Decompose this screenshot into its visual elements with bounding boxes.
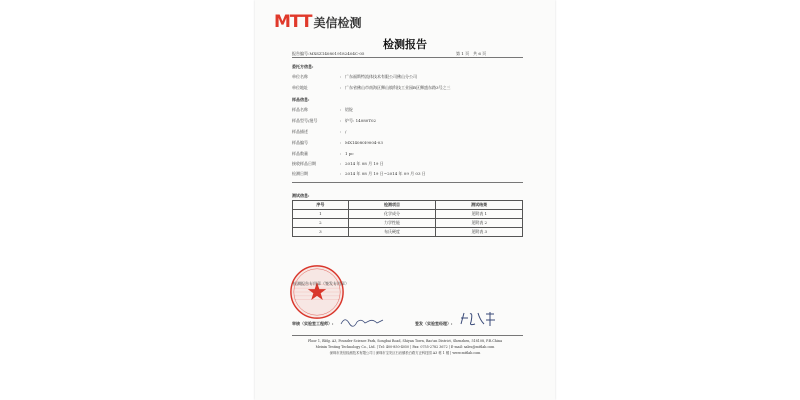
report-number bbox=[292, 51, 364, 56]
field-colon: : bbox=[340, 151, 342, 156]
field-value: 2014 年 08 月 19 日~2014 年 09 月 03 日 bbox=[345, 171, 426, 176]
reviewer-signature bbox=[339, 314, 385, 328]
sample-divider bbox=[292, 182, 523, 183]
field-value: 炉号: 14080T02 bbox=[345, 118, 377, 123]
field-label: 样品描述 bbox=[292, 129, 308, 134]
test-heading: 测试信息: bbox=[292, 193, 310, 198]
field-label: 检测日期 bbox=[292, 171, 308, 176]
field-colon: : bbox=[340, 129, 342, 134]
table-cell: 3 bbox=[293, 228, 349, 237]
field-colon: : bbox=[340, 85, 342, 90]
column-header: 检测项目 bbox=[348, 201, 436, 210]
test-table bbox=[292, 200, 523, 237]
approver-signature bbox=[458, 310, 498, 328]
table-header-row bbox=[293, 201, 523, 210]
field-label: 样品数量 bbox=[292, 151, 308, 156]
report-title: 检测报告 bbox=[383, 38, 427, 51]
report-page bbox=[255, 0, 555, 400]
footer-address-en: Floor 1, Bldg. A3, Founder Science Park, Songbai Road, Shiyan Town, Bao'an District, Shenzhen, 518108, P.R.China bbox=[307, 339, 503, 343]
stamp-note: 检测报告专用章（签发专用章） bbox=[293, 281, 349, 286]
table-cell: 化学成分 bbox=[348, 210, 436, 219]
report-number-value: MXSZ1408019182404C-05 bbox=[309, 51, 365, 56]
approver-label: 签发（实验室经理）: bbox=[415, 321, 453, 326]
field-label: 单位名称 bbox=[292, 74, 308, 79]
page-info: 第 1 页 共 6 页 bbox=[456, 51, 487, 56]
table-cell: 力学性能 bbox=[348, 219, 436, 228]
field-colon: : bbox=[340, 118, 342, 123]
report-number-label: 报告编号: bbox=[292, 51, 310, 56]
footer-contact: Meixin Testing Technology Co., Ltd. | Tel: 400-850-4050 | Fax: 0755-2782 3672 | E-mail: sales@mttlab.com bbox=[315, 345, 495, 349]
table-cell: 见附表 3 bbox=[436, 228, 523, 237]
table-row bbox=[293, 210, 523, 219]
field-label: 样品型号/批号 bbox=[292, 118, 318, 123]
field-value: 广东省佛山市南海区狮山镇科技工业园B区狮盛东路3号之三 bbox=[345, 85, 451, 90]
table-cell: 布氏硬度 bbox=[348, 228, 436, 237]
table-cell: 1 bbox=[293, 210, 349, 219]
header-divider bbox=[292, 57, 523, 58]
table-row bbox=[293, 219, 523, 228]
company-name: 美信检测 bbox=[313, 15, 362, 30]
table-cell: 2 bbox=[293, 219, 349, 228]
field-value: 2014 年 08 月 19 日 bbox=[345, 161, 384, 166]
field-colon: : bbox=[340, 74, 342, 79]
field-label: 样品名称 bbox=[292, 107, 308, 112]
field-colon: : bbox=[340, 140, 342, 145]
field-label: 接收样品日期 bbox=[292, 161, 316, 166]
column-header: 测试结果 bbox=[436, 201, 523, 210]
footer-address-cn: 深圳市美信检测技术有限公司 | 深圳市宝安区石岩镇松白路方正科技园 A3 栋 1 楼 | www.mttlab.com bbox=[329, 351, 481, 355]
column-header: 序号 bbox=[293, 201, 349, 210]
field-value: 1 pc bbox=[345, 151, 354, 156]
sample-heading: 样品信息: bbox=[292, 97, 310, 102]
field-value: 铝锭 bbox=[345, 107, 353, 112]
field-label: 样品编号 bbox=[292, 140, 308, 145]
table-cell: 见附表 1 bbox=[436, 210, 523, 219]
field-colon: : bbox=[340, 161, 342, 166]
company-logo bbox=[274, 12, 362, 32]
official-stamp bbox=[288, 263, 346, 321]
table-cell: 见附表 2 bbox=[436, 219, 523, 228]
logo-mark: MTT bbox=[274, 12, 312, 32]
client-heading: 委托方信息: bbox=[292, 64, 314, 69]
field-value: / bbox=[345, 129, 347, 134]
footer-divider bbox=[292, 335, 523, 336]
field-value: 广东福斯特流体技术有限公司佛山分公司 bbox=[345, 74, 417, 79]
reviewer-label: 审核（实验室工程师）: bbox=[292, 321, 334, 326]
field-label: 单位地址 bbox=[292, 85, 308, 90]
field-colon: : bbox=[340, 171, 342, 176]
table-row bbox=[293, 228, 523, 237]
field-colon: : bbox=[340, 107, 342, 112]
field-value: MX14080I9004-03 bbox=[345, 140, 383, 145]
